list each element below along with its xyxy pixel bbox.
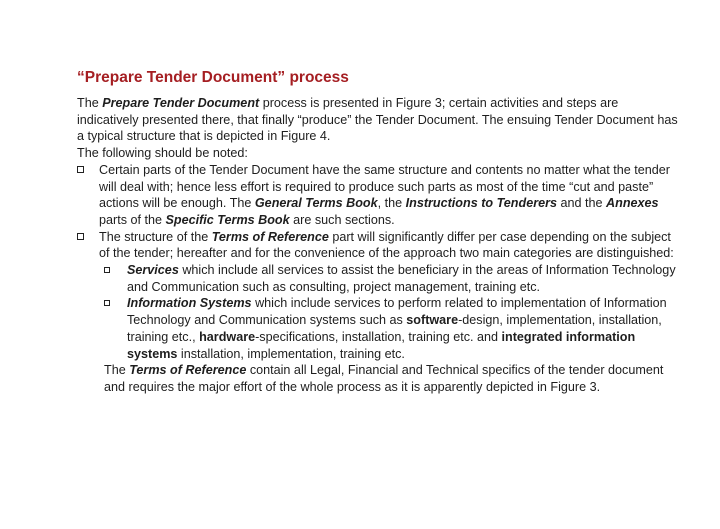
- note-line: The following should be noted:: [77, 146, 248, 161]
- sub2-emphasis: Information Systems: [127, 296, 252, 311]
- intro-text-2: process is presented in Figure 3; certain activities and steps are indicatively presented there, that finally “produce” the Tender Document. The ensuing Tender Document has a typical structure that is depicted in Figure 4.: [77, 96, 678, 144]
- bullet1-emphasis-2: Instructions to Tenderers: [405, 196, 558, 211]
- intro-text-1: The: [77, 96, 103, 110]
- bullet1-text-3: and the: [557, 196, 607, 211]
- intro-emphasis: Prepare Tender Document: [102, 96, 260, 110]
- bullet-item-common-parts: [77, 162, 680, 229]
- bullet1-text-1: Certain parts of the Tender Document have the same structure and contents no matter what the tender will deal with; hence less effort is required to produce such parts as most of the time “cut and paste” actions will be enough. The: [99, 162, 671, 211]
- intro-paragraph: [77, 95, 680, 145]
- sub1-emphasis: Services: [127, 263, 179, 278]
- checkbox-sub-bullet-icon: [104, 267, 110, 273]
- checkbox-sub-bullet-icon: [104, 300, 110, 306]
- sub-item-services: [77, 262, 680, 295]
- sub2-text-1: which include services to perform related to implementation of Information Technology and Communication systems such as: [127, 296, 667, 328]
- bullet1-text-2: , the: [377, 196, 406, 211]
- section-heading: “Prepare Tender Document” process: [77, 69, 349, 86]
- checkbox-bullet-icon: [77, 166, 84, 173]
- sub2-strong-2: hardware: [199, 329, 256, 344]
- sub2-text-3: -specifications, installation, training etc. and: [255, 329, 502, 344]
- checkbox-bullet-icon: [77, 233, 84, 240]
- bullet1-text-4: parts of the: [99, 212, 166, 227]
- bullet2-emphasis-1: Terms of Reference: [211, 229, 329, 244]
- bullet1-text-5: are such sections.: [289, 212, 395, 227]
- closing-text-2: contain all Legal, Financial and Technical specifics of the tender document and requires the major effort of the whole process as it is apparently depicted in Figure 3.: [104, 363, 664, 394]
- closing-text-1: The: [104, 363, 130, 378]
- bullet2-text-1: The structure of the: [99, 229, 212, 244]
- bullet1-emphasis-1: General Terms Book: [254, 196, 378, 211]
- sub-item-information-systems: [77, 295, 680, 362]
- sub1-text: which include all services to assist the beneficiary in the areas of Information Technology and Communication such as consulting, project management, training etc.: [127, 263, 676, 294]
- sub2-strong-1: software: [406, 313, 459, 328]
- sub2-strong-3: integrated information systems: [127, 329, 636, 361]
- closing-paragraph: [77, 362, 680, 395]
- bullet1-emphasis-3: Annexes: [606, 196, 659, 211]
- closing-emphasis: Terms of Reference: [129, 363, 247, 378]
- bullet-item-terms-structure: [77, 229, 680, 262]
- sub2-text-4: installation, implementation, training etc.: [177, 346, 405, 361]
- bullet2-text-2: part will significantly differ per case depending on the subject of the tender; hereafter and for the convenience of the approach two main categories are distinguished:: [99, 229, 674, 261]
- sub2-text-2: -design, implementation, installation, training etc.,: [127, 313, 662, 344]
- bullet1-emphasis-4: Specific Terms Book: [165, 212, 290, 227]
